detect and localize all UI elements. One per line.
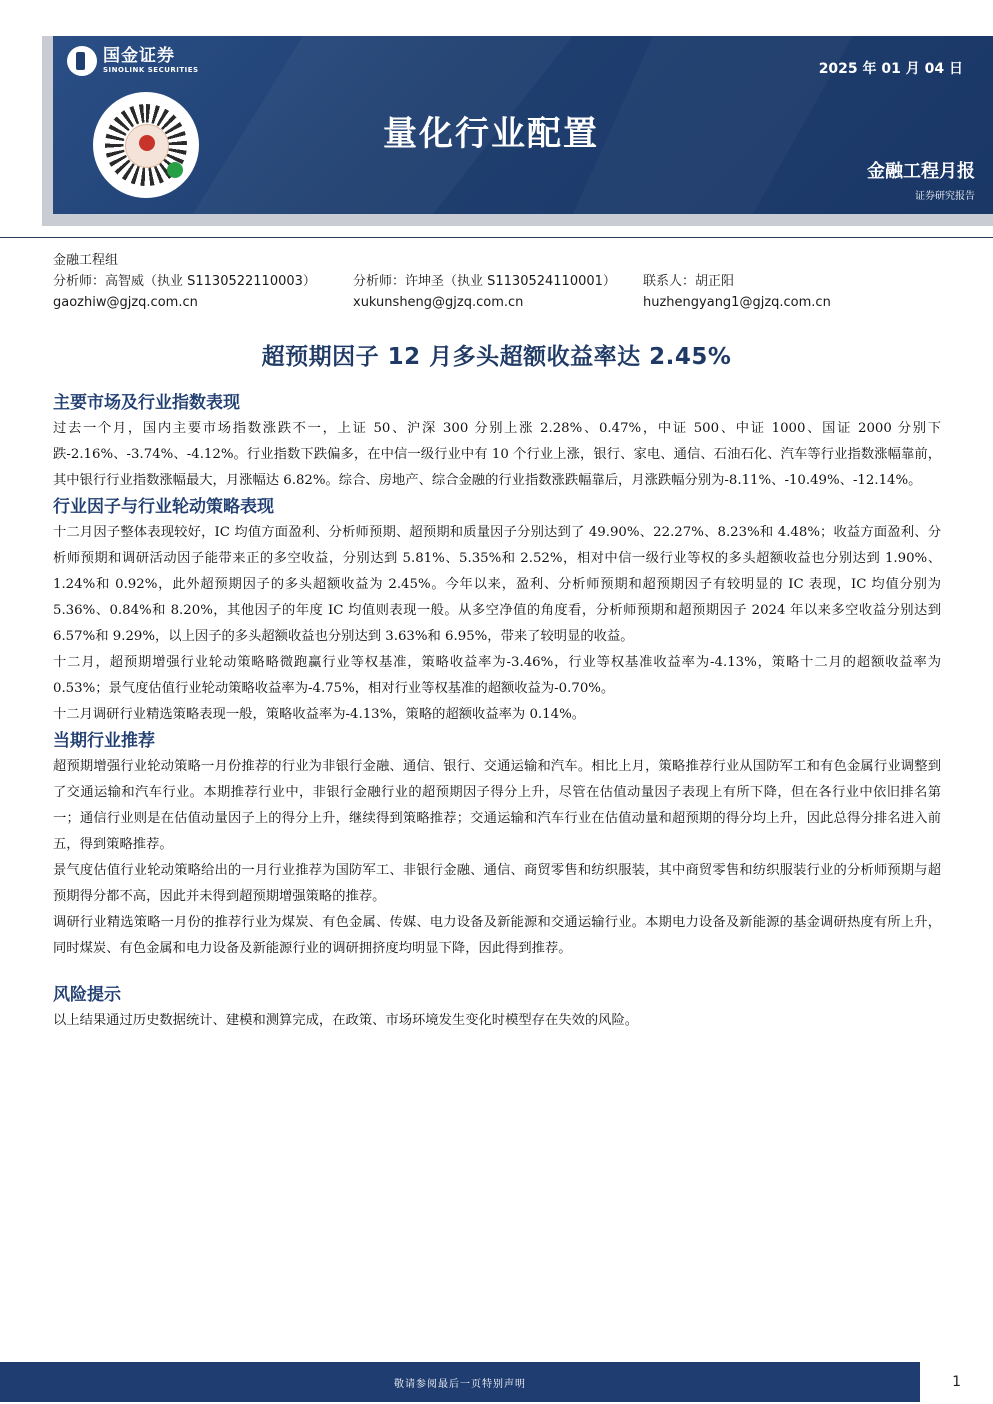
logo-mark-icon — [67, 46, 97, 76]
author-block — [53, 250, 953, 313]
paragraph-factor-2: 十二月，超预期增强行业轮动策略略微跑赢行业等权基准，策略收益率为-3.46%，行业等权基准收益率为-4.13%，策略十二月的超额收益率为 0.53%；景气度估值行业轮动策略收益率为-4.75%，相对行业等权基准的超额收益为-0.70%。 — [53, 655, 941, 696]
paragraph-risk: 以上结果通过历史数据统计、建模和测算完成，在政策、市场环境发生变化时模型存在失效的风险。 — [53, 1013, 639, 1028]
section-title-market: 主要市场及行业指数表现 — [53, 393, 240, 413]
analyst-1: 分析师：高智威（执业 S1130522110003） — [53, 274, 316, 289]
logo-name-en: SINOLINK SECURITIES — [103, 66, 199, 74]
paragraph-factor-1: 十二月因子整体表现较好，IC 均值方面盈利、分析师预期、超预期和质量因子分别达到了 49.90%、22.27%、8.23%和 4.48%；收益方面盈利、分析师预期和调研活动因子能带来正的多空收益，分别达到 5.81%、5.35%和 2.52%，相对中信一级行业等权的多头超额收益也分别达到 1.90%、1.24%和 0.92%，此外超预期因子的多头超额收益为 2.45%。今年以来，盈利、分析师预期和超预期因子有较明显的 IC 表现，IC 均值分别为 5.36%、0.84%和 8.20%，其他因子的年度 IC 均值则表现一般。从多空净值的角度看，分析师预期和超预期因子 2024 年以来多空收益分别达到 6.57%和 9.29%，以上因子的多头超额收益也分别达到 3.63%和 6.95%，带来了较明显的收益。 — [53, 525, 941, 644]
page-number: 1 — [952, 1374, 961, 1390]
company-logo — [67, 46, 199, 76]
report-type: 金融工程月报 — [867, 161, 975, 182]
paragraph-market: 过去一个月，国内主要市场指数涨跌不一，上证 50、沪深 300 分别上涨 2.28%、0.47%，中证 500、中证 1000、国证 2000 分别下跌-2.16%、-3.74%、-4.12%。行业指数下跌偏多，在中信一级行业中有 10 个行业上涨，银行、家电、通信、石油石化、汽车等行业指数涨幅靠前，其中银行行业指数涨幅最大，月涨幅达 6.82%。综合、房地产、综合金融的行业指数涨跌幅靠后，月涨跌幅分别为-8.11%、-10.49%、-12.14%。 — [53, 421, 941, 488]
section-title-risk: 风险提示 — [53, 985, 121, 1005]
qr-center-logo-icon — [125, 124, 169, 168]
report-banner — [53, 36, 993, 214]
report-category: 证券研究报告 — [915, 191, 975, 202]
paragraph-recommendation-1: 超预期增强行业轮动策略一月份推荐的行业为非银行金融、通信、银行、交通运输和汽车。相比上月，策略推荐行业从国防军工和有色金属行业调整到了交通运输和汽车行业。本期推荐行业中，非银行金融行业的超预期因子得分上升，尽管在估值动量因子表现上有所下降，但在各行业中依旧排名第一；通信行业则是在估值动量因子上的得分上升，继续得到策略推荐；交通运输和汽车行业在估值动量和超预期的得分均上升，因此总得分排名进入前五，得到策略推荐。 — [53, 759, 941, 852]
section-title-recommendation: 当期行业推荐 — [53, 731, 155, 751]
analyst-2-email[interactable]: xukunsheng@gjzq.com.cn — [353, 295, 524, 310]
paragraph-recommendation-3: 调研行业精选策略一月份的推荐行业为煤炭、有色金属、传媒、电力设备及新能源和交通运输行业。本期电力设备及新能源的基金调研热度有所上升，同时煤炭、有色金属和电力设备及新能源行业的调研拥挤度均明显下降，因此得到推荐。 — [53, 915, 941, 956]
analyst-1-email[interactable]: gaozhiw@gjzq.com.cn — [53, 295, 198, 310]
report-headline: 超预期因子 12 月多头超额收益率达 2.45% — [261, 344, 732, 370]
mini-program-badge-icon — [167, 162, 183, 178]
logo-name-cn: 国金证券 — [103, 46, 175, 66]
analyst-2: 分析师：许坤圣（执业 S1130524110001） — [353, 274, 616, 289]
contact-person: 联系人：胡正阳 — [643, 274, 735, 289]
qr-code-icon — [93, 92, 199, 198]
footer-disclaimer: 敬请参阅最后一页特别声明 — [0, 1362, 920, 1402]
author-emails-row — [53, 292, 953, 313]
report-body — [53, 390, 941, 1034]
paragraph-factor-3: 十二月调研行业精选策略表现一般，策略收益率为-4.13%，策略的超额收益率为 0.14%。 — [53, 707, 585, 722]
report-date: 2025 年 01 月 04 日 — [818, 61, 963, 77]
author-names-row — [53, 271, 953, 292]
paragraph-recommendation-2: 景气度估值行业轮动策略给出的一月行业推荐为国防军工、非银行金融、通信、商贸零售和纺织服装，其中商贸零售和纺织服装行业的分析师预期与超预期得分都不高，因此并未得到超预期增强策略的推荐。 — [53, 863, 941, 904]
contact-email[interactable]: huzhengyang1@gjzq.com.cn — [643, 295, 831, 310]
team-name: 金融工程组 — [53, 253, 119, 268]
section-title-factor: 行业因子与行业轮动策略表现 — [53, 497, 274, 517]
report-title: 量化行业配置 — [383, 114, 599, 154]
header-divider — [0, 237, 993, 238]
